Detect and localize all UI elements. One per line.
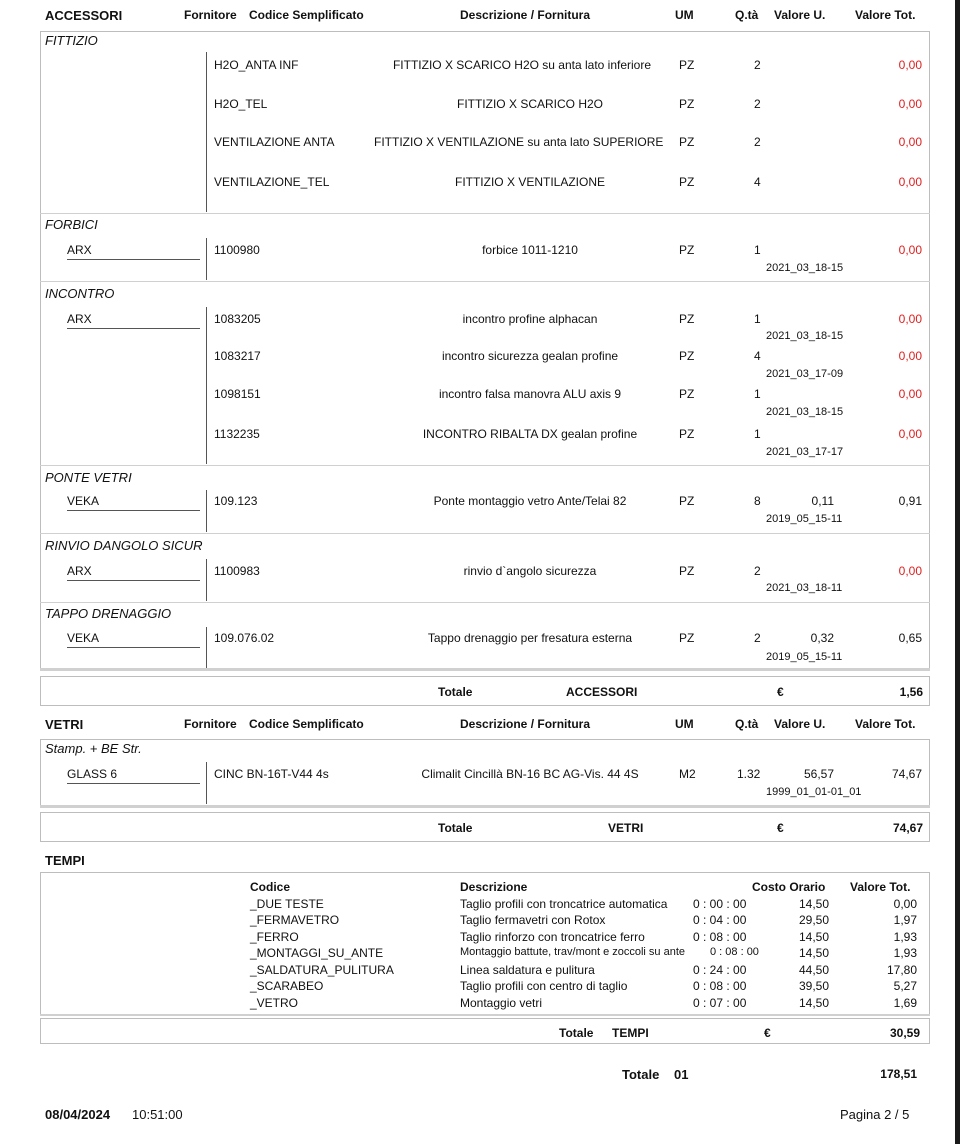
tempi-code: _SCARABEO xyxy=(250,979,324,993)
tempi-total: 1,69 xyxy=(893,996,917,1010)
currency-symbol: € xyxy=(777,821,784,835)
footer-time: 10:51:00 xyxy=(132,1107,183,1122)
tempi-total-row xyxy=(40,1018,930,1044)
item-code: VENTILAZIONE ANTA xyxy=(214,135,335,149)
item-um: PZ xyxy=(679,243,695,257)
item-code: 1132235 xyxy=(214,427,260,441)
tempi-total: 17,80 xyxy=(886,963,917,977)
total-label: Totale xyxy=(438,821,473,835)
item-qty: 1 xyxy=(754,427,761,441)
item-total: 0,65 xyxy=(898,631,922,645)
vetri-header-row xyxy=(40,717,930,737)
item-desc: incontro sicurezza gealan profine xyxy=(441,349,619,363)
item-qty: 2 xyxy=(754,564,761,578)
tempi-time: 0 : 08 : 00 xyxy=(693,930,747,944)
item-desc: FITTIZIO X VENTILAZIONE su anta lato SUPERIORE xyxy=(374,135,664,149)
tempi-code: _DUE TESTE xyxy=(250,897,324,911)
item-um: PZ xyxy=(679,564,695,578)
tempi-header-desc: Descrizione xyxy=(460,880,528,894)
tempi-cost: 14,50 xyxy=(798,930,829,944)
item-qty: 4 xyxy=(754,175,761,189)
col-header-qty: Q.tà xyxy=(735,8,759,22)
item-date: 2021_03_18-11 xyxy=(766,582,843,594)
item-date: 2021_03_18-15 xyxy=(766,262,844,274)
tempi-desc: Taglio profili con troncatrice automatica xyxy=(460,897,668,911)
group-divider xyxy=(206,559,207,601)
item-date: 2021_03_17-09 xyxy=(766,368,844,380)
item-total: 0,00 xyxy=(898,349,922,363)
accessori-header-row xyxy=(40,8,930,28)
col-header-supplier: Fornitore xyxy=(184,8,237,22)
item-desc: Tappo drenaggio per fresatura esterna xyxy=(427,631,633,645)
total-label: Totale xyxy=(438,685,473,699)
item-um: M2 xyxy=(679,767,696,781)
footer-date: 08/04/2024 xyxy=(45,1107,111,1122)
group-name: Stamp. + BE Str. xyxy=(45,741,142,756)
item-date: 2019_05_15-11 xyxy=(766,513,843,525)
item-code: H2O_ANTA INF xyxy=(214,58,299,72)
item-desc: rinvio d`angolo sicurezza xyxy=(463,564,597,578)
item-total: 0,00 xyxy=(898,58,922,72)
supplier-underline xyxy=(67,783,200,784)
item-desc: INCONTRO RIBALTA DX gealan profine xyxy=(422,427,638,441)
item-um: PZ xyxy=(679,175,695,189)
item-qty: 1 xyxy=(754,387,761,401)
accessori-total-row xyxy=(40,676,930,706)
tempi-time: 0 : 07 : 00 xyxy=(693,996,747,1010)
currency-symbol: € xyxy=(764,1026,771,1040)
col-header-um: UM xyxy=(675,8,694,22)
total-label: Totale xyxy=(559,1026,594,1040)
screen-edge xyxy=(955,0,960,1144)
item-code: VENTILAZIONE_TEL xyxy=(214,175,330,189)
group-separator xyxy=(40,281,930,282)
grand-total-value: 178,51 xyxy=(880,1067,917,1081)
group-supplier: VEKA xyxy=(67,631,100,645)
item-um: PZ xyxy=(679,135,695,149)
supplier-underline xyxy=(67,580,200,581)
footer-page-number: Pagina 2 / 5 xyxy=(840,1107,910,1122)
item-date: 2021_03_17-17 xyxy=(766,446,844,458)
group-separator xyxy=(40,533,930,534)
item-date: 1999_01_01-01_01 xyxy=(766,786,862,798)
supplier-underline xyxy=(67,259,200,260)
supplier-underline xyxy=(67,647,200,648)
item-unit: 0,32 xyxy=(810,631,834,645)
item-qty: 2 xyxy=(754,58,761,72)
grand-total-label: Totale xyxy=(622,1067,660,1082)
total-value: 30,59 xyxy=(889,1026,920,1040)
item-date: 2019_05_15-11 xyxy=(766,651,843,663)
item-code: CINC BN-16T-V44 4s xyxy=(214,767,329,781)
item-desc: forbice 1011-1210 xyxy=(482,243,578,257)
col-header-unit: Valore U. xyxy=(774,717,826,731)
group-name: RINVIO DANGOLO SICUR xyxy=(45,538,203,553)
tempi-code: _MONTAGGI_SU_ANTE xyxy=(250,946,384,960)
item-qty: 2 xyxy=(754,97,761,111)
item-total: 0,00 xyxy=(898,312,922,326)
tempi-code: _SALDATURA_PULITURA xyxy=(250,963,394,977)
grand-total-number: 01 xyxy=(674,1067,689,1082)
item-desc: incontro falsa manovra ALU axis 9 xyxy=(438,387,622,401)
group-supplier: ARX xyxy=(67,243,92,257)
item-code: 1100980 xyxy=(214,243,260,257)
tempi-header-cost: Costo Orario xyxy=(752,880,826,894)
tempi-cost: 39,50 xyxy=(798,979,829,993)
tempi-desc: Taglio profili con centro di taglio xyxy=(460,979,628,993)
item-desc: incontro profine alphacan xyxy=(462,312,598,326)
col-header-unit: Valore U. xyxy=(774,8,826,22)
item-total: 74,67 xyxy=(891,767,922,781)
group-supplier: VEKA xyxy=(67,494,100,508)
item-desc: Ponte montaggio vetro Ante/Telai 82 xyxy=(433,494,627,508)
section-title-tempi: TEMPI xyxy=(45,853,85,868)
total-section-name: ACCESSORI xyxy=(566,685,638,699)
item-um: PZ xyxy=(679,387,695,401)
item-um: PZ xyxy=(679,97,695,111)
group-divider xyxy=(206,307,207,464)
item-qty: 2 xyxy=(754,135,761,149)
tempi-cost: 29,50 xyxy=(798,913,829,927)
tempi-time: 0 : 08 : 00 xyxy=(693,979,747,993)
group-name: FORBICI xyxy=(45,217,98,232)
tempi-time: 0 : 00 : 00 xyxy=(693,897,747,911)
group-divider xyxy=(206,762,207,804)
total-value: 1,56 xyxy=(899,685,923,699)
tempi-desc: Taglio rinforzo con troncatrice ferro xyxy=(460,930,645,944)
group-divider xyxy=(206,490,207,532)
item-total: 0,00 xyxy=(898,97,922,111)
section-separator xyxy=(40,668,930,671)
item-code: 1100983 xyxy=(214,564,260,578)
tempi-total: 1,93 xyxy=(893,930,917,944)
item-code: 1098151 xyxy=(214,387,261,401)
tempi-desc: Montaggio battute, trav/mont e zoccoli su ante xyxy=(460,946,686,958)
item-qty: 1 xyxy=(754,243,761,257)
group-name: FITTIZIO xyxy=(45,33,98,48)
item-code: 109.123 xyxy=(214,494,258,508)
item-code: 1083217 xyxy=(214,349,261,363)
section-title-accessori: ACCESSORI xyxy=(45,8,123,23)
group-divider xyxy=(206,627,207,669)
currency-symbol: € xyxy=(777,685,784,699)
item-code: 1083205 xyxy=(214,312,261,326)
item-supplier: GLASS 6 xyxy=(67,767,118,781)
item-um: PZ xyxy=(679,494,695,508)
col-header-desc: Descrizione / Fornitura xyxy=(460,8,591,22)
item-date: 2021_03_18-15 xyxy=(766,330,844,342)
col-header-code: Codice Semplificato xyxy=(249,8,364,22)
tempi-desc: Linea saldatura e pulitura xyxy=(460,963,595,977)
group-name: PONTE VETRI xyxy=(45,470,132,485)
group-divider xyxy=(206,52,207,212)
col-header-total: Valore Tot. xyxy=(855,717,916,731)
tempi-header-code: Codice xyxy=(250,880,291,894)
tempi-cost: 44,50 xyxy=(798,963,829,977)
item-total: 0,00 xyxy=(898,387,922,401)
tempi-desc: Montaggio vetri xyxy=(460,996,543,1010)
group-separator xyxy=(40,213,930,214)
tempi-cost: 14,50 xyxy=(798,946,829,960)
col-header-code: Codice Semplificato xyxy=(249,717,364,731)
tempi-code: _FERRO xyxy=(250,930,299,944)
col-header-um: UM xyxy=(675,717,694,731)
tempi-time: 0 : 08 : 00 xyxy=(710,946,759,958)
item-qty: 4 xyxy=(754,349,761,363)
item-desc: FITTIZIO X VENTILAZIONE xyxy=(454,175,605,189)
col-header-qty: Q.tà xyxy=(735,717,759,731)
tempi-total: 1,93 xyxy=(893,946,917,960)
item-total: 0,91 xyxy=(898,494,922,508)
item-date: 2021_03_18-15 xyxy=(766,406,844,418)
tempi-total: 5,27 xyxy=(893,979,917,993)
item-total: 0,00 xyxy=(898,564,922,578)
group-supplier: ARX xyxy=(67,312,92,326)
item-total: 0,00 xyxy=(898,175,922,189)
tempi-cost: 14,50 xyxy=(798,897,829,911)
tempi-code: _FERMAVETRO xyxy=(250,913,340,927)
item-um: PZ xyxy=(679,631,695,645)
tempi-header-total: Valore Tot. xyxy=(850,880,911,894)
tempi-total: 1,97 xyxy=(893,913,917,927)
col-header-desc: Descrizione / Fornitura xyxy=(460,717,591,731)
supplier-underline xyxy=(67,328,200,329)
item-um: PZ xyxy=(679,312,695,326)
group-name: INCONTRO xyxy=(45,286,115,301)
section-title-vetri: VETRI xyxy=(45,717,84,732)
item-um: PZ xyxy=(679,58,695,72)
group-supplier: ARX xyxy=(67,564,92,578)
total-value: 74,67 xyxy=(892,821,923,835)
tempi-time: 0 : 24 : 00 xyxy=(693,963,747,977)
item-qty: 2 xyxy=(754,631,761,645)
item-qty: 1 xyxy=(754,312,761,326)
group-separator xyxy=(40,465,930,466)
total-section-name: TEMPI xyxy=(612,1026,649,1040)
total-section-name: VETRI xyxy=(608,821,644,835)
vetri-total-row xyxy=(40,812,930,842)
col-header-total: Valore Tot. xyxy=(855,8,916,22)
group-name: TAPPO DRENAGGIO xyxy=(45,606,172,621)
item-code: H2O_TEL xyxy=(214,97,268,111)
group-divider xyxy=(206,238,207,280)
section-separator xyxy=(40,805,930,808)
item-qty: 8 xyxy=(754,494,761,508)
col-header-supplier: Fornitore xyxy=(184,717,237,731)
item-total: 0,00 xyxy=(898,243,922,257)
tempi-code: _VETRO xyxy=(250,996,299,1010)
item-um: PZ xyxy=(679,427,695,441)
supplier-underline xyxy=(67,510,200,511)
item-total: 0,00 xyxy=(898,427,922,441)
item-desc: Climalit Cincillà BN-16 BC AG-Vis. 44 4S xyxy=(421,767,639,781)
item-desc: FITTIZIO X SCARICO H2O su anta lato inferiore xyxy=(392,58,652,72)
item-qty: 1.32 xyxy=(737,767,761,781)
tempi-desc: Taglio fermavetri con Rotox xyxy=(460,913,606,927)
item-total: 0,00 xyxy=(898,135,922,149)
item-code: 109.076.02 xyxy=(214,631,275,645)
item-desc: FITTIZIO X SCARICO H2O xyxy=(456,97,603,111)
tempi-cost: 14,50 xyxy=(798,996,829,1010)
tempi-total: 0,00 xyxy=(893,897,917,911)
item-unit: 56,57 xyxy=(803,767,834,781)
item-um: PZ xyxy=(679,349,695,363)
item-unit: 0,11 xyxy=(811,494,834,508)
tempi-time: 0 : 04 : 00 xyxy=(693,913,747,927)
section-separator xyxy=(40,1014,930,1016)
group-separator xyxy=(40,602,930,603)
